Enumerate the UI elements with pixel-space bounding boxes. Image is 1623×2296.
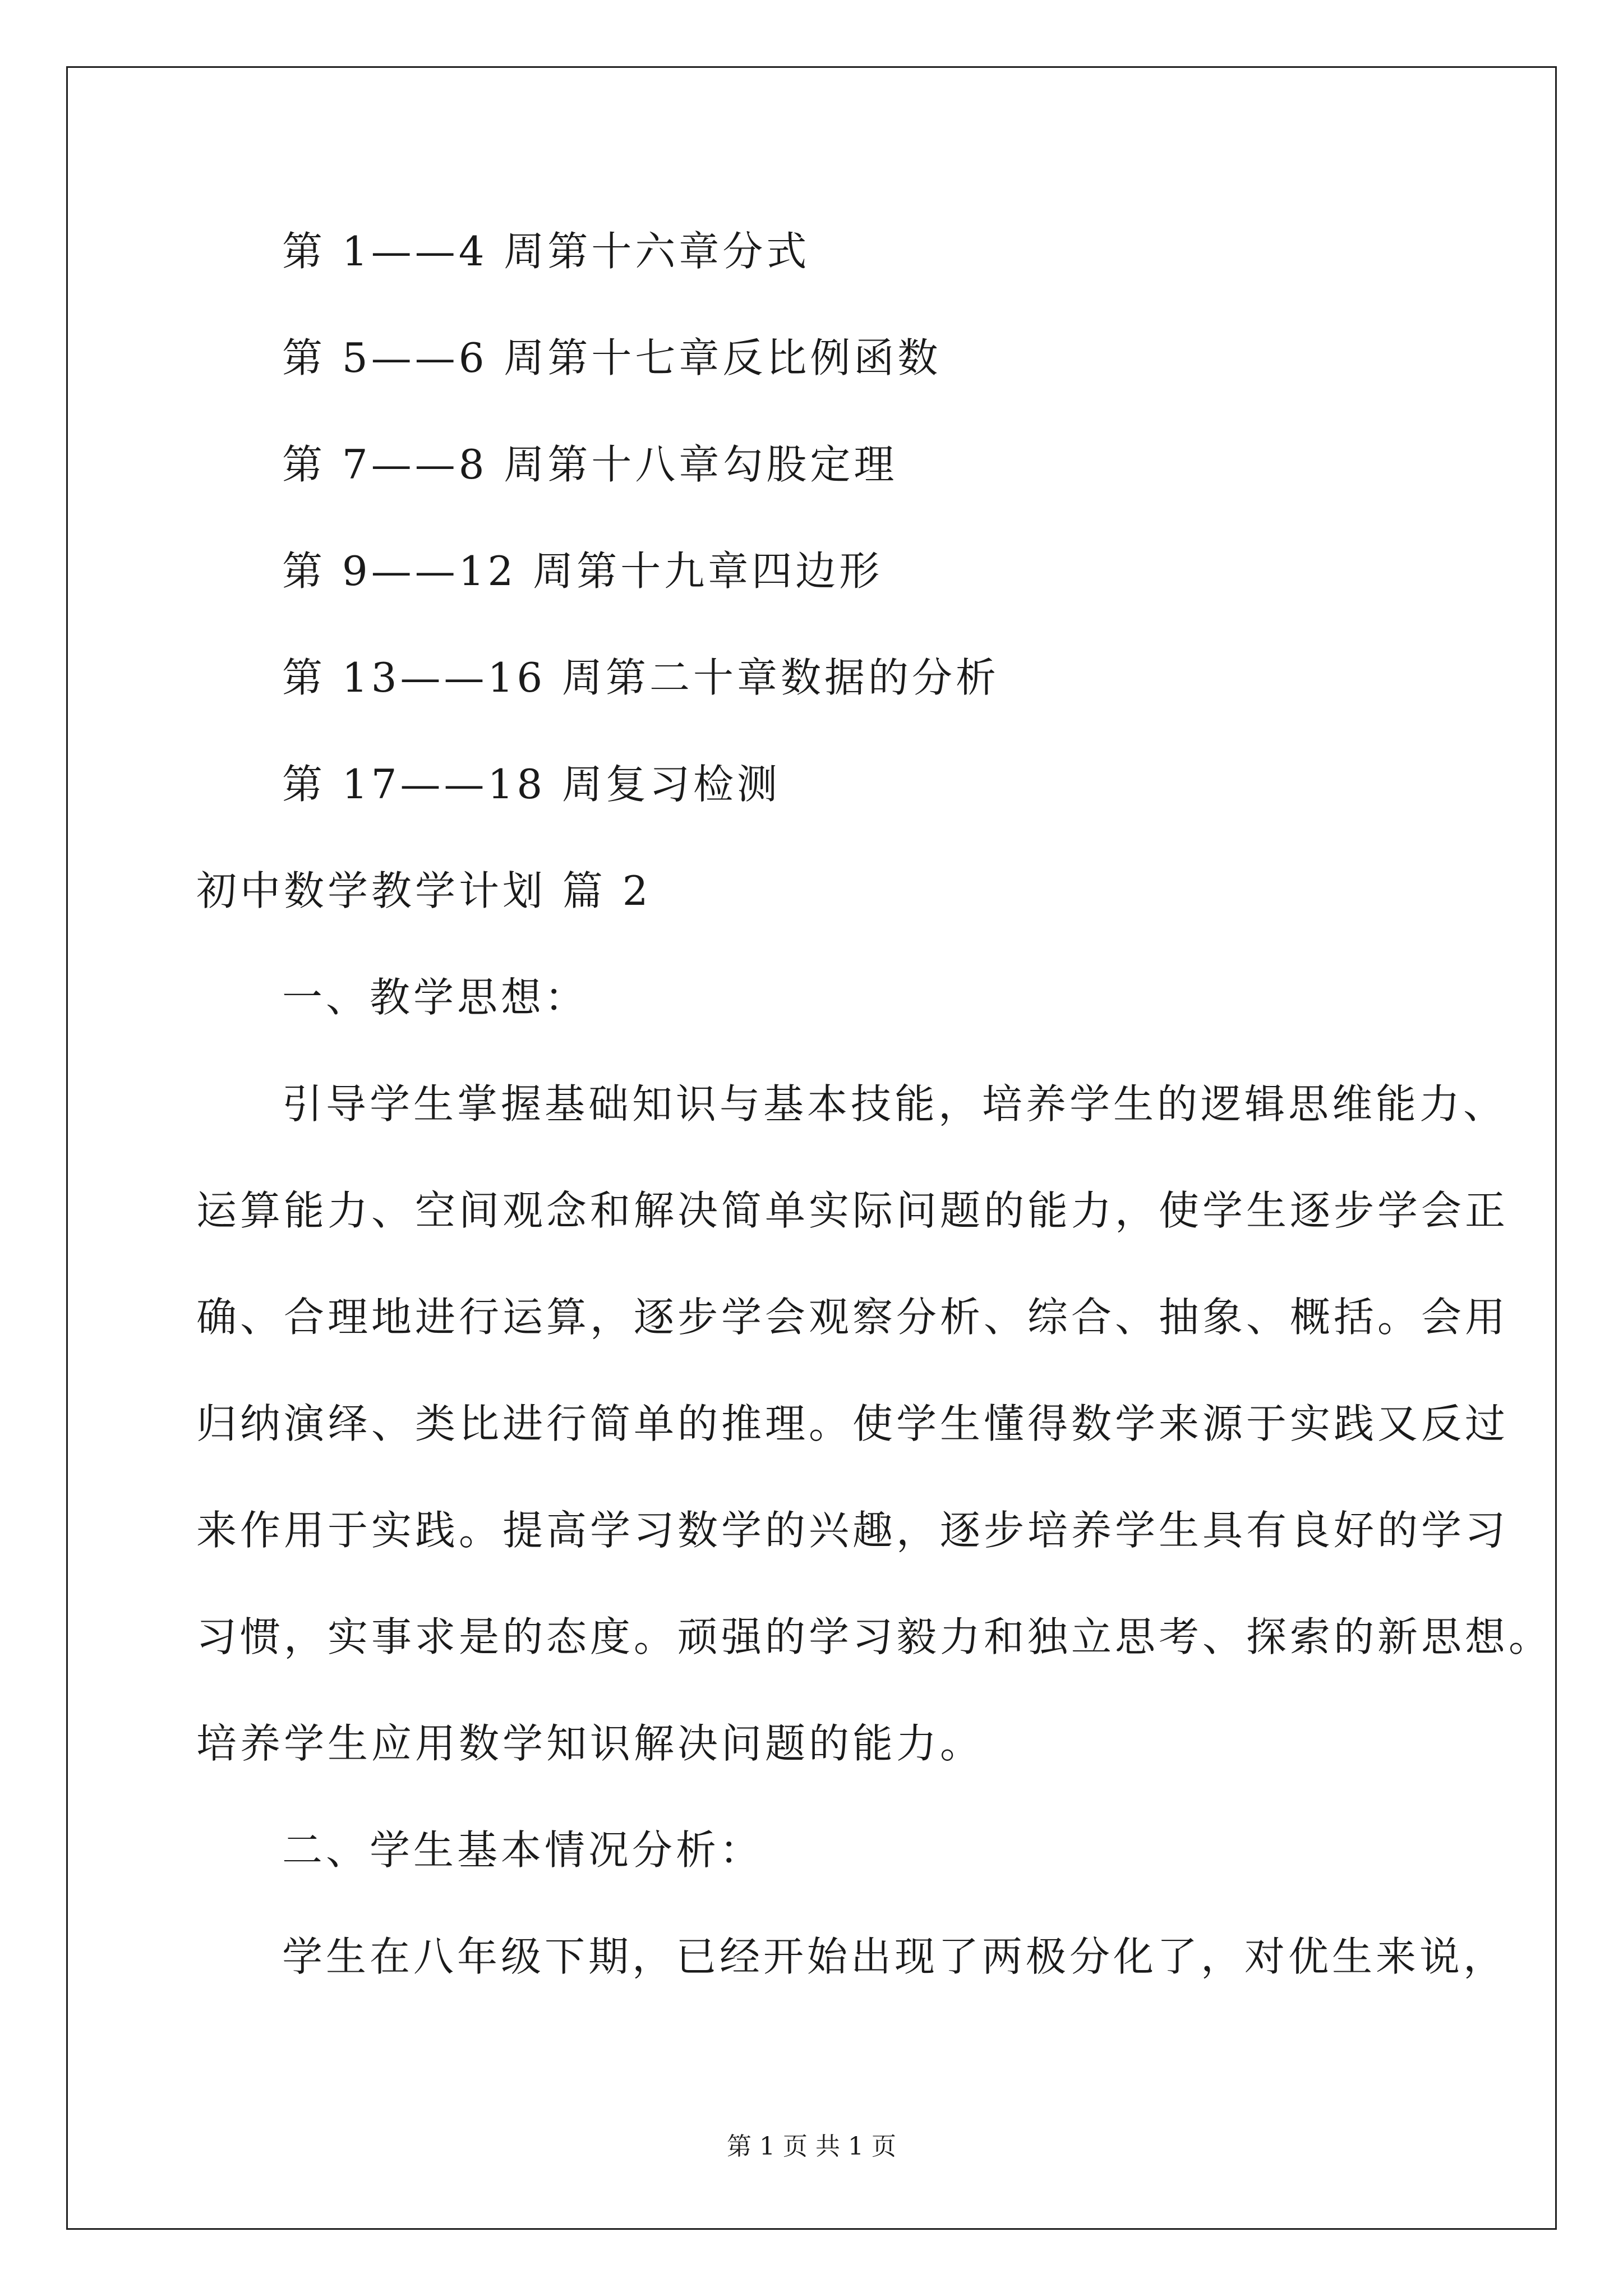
paragraph-2-line-1: 学生在八年级下期，已经开始出现了两极分化了，对优生来说， bbox=[282, 1933, 1507, 1980]
page-border bbox=[66, 66, 1557, 2230]
section-title: 初中数学教学计划 篇 2 bbox=[196, 867, 652, 914]
heading-student-analysis: 二、学生基本情况分析： bbox=[282, 1826, 764, 1874]
paragraph-1-line-7: 培养学生应用数学知识解决问题的能力。 bbox=[196, 1720, 984, 1767]
paragraph-1-line-4: 归纳演绎、类比进行简单的推理。使学生懂得数学来源于实践又反过 bbox=[196, 1400, 1509, 1447]
schedule-line-3: 第 7——8 周第十八章勾股定理 bbox=[282, 441, 898, 488]
paragraph-1-line-6: 习惯，实事求是的态度。顽强的学习毅力和独立思考、探索的新思想。 bbox=[196, 1613, 1553, 1660]
schedule-line-2: 第 5——6 周第十七章反比例函数 bbox=[282, 334, 942, 381]
paragraph-1-line-2: 运算能力、空间观念和解决简单实际问题的能力，使学生逐步学会正 bbox=[196, 1187, 1509, 1234]
paragraph-1-line-5: 来作用于实践。提高学习数学的兴趣，逐步培养学生具有良好的学习 bbox=[196, 1507, 1509, 1554]
schedule-line-1: 第 1——4 周第十六章分式 bbox=[282, 228, 810, 275]
paragraph-1-line-1: 引导学生掌握基础知识与基本技能，培养学生的逻辑思维能力、 bbox=[282, 1080, 1507, 1128]
heading-teaching-philosophy: 一、教学思想： bbox=[282, 974, 589, 1021]
page-footer: 第 1 页 共 1 页 bbox=[727, 2132, 896, 2161]
schedule-line-5: 第 13——16 周第二十章数据的分析 bbox=[282, 654, 1000, 701]
schedule-line-4: 第 9——12 周第十九章四边形 bbox=[282, 547, 883, 595]
paragraph-1-line-3: 确、合理地进行运算，逐步学会观察分析、综合、抽象、概括。会用 bbox=[196, 1294, 1509, 1341]
schedule-line-6: 第 17——18 周复习检测 bbox=[282, 761, 781, 808]
